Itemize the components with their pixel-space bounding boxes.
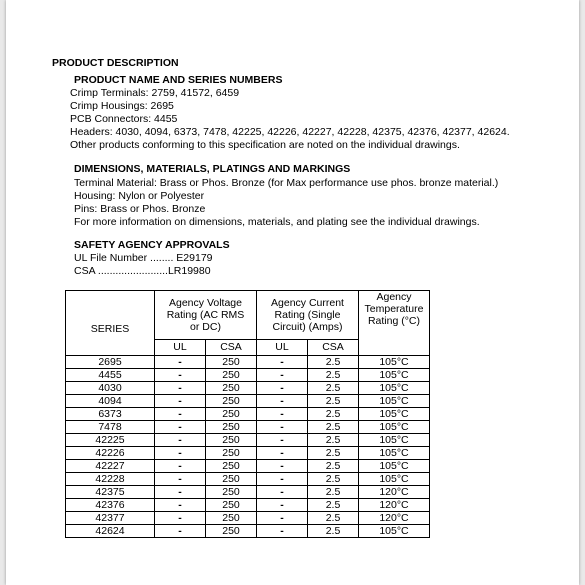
series-cell: 42624: [66, 525, 155, 538]
voltage-ul-cell: -: [155, 486, 206, 499]
current-csa-cell: 2.5: [308, 395, 359, 408]
current-ul-cell: -: [257, 473, 308, 486]
current-ul-cell: -: [257, 460, 308, 473]
dimensions-heading: DIMENSIONS, MATERIALS, PLATINGS AND MARKINGS: [74, 163, 351, 175]
voltage-csa-cell: 250: [206, 408, 257, 421]
table-row: [66, 499, 430, 512]
other-products-line: Other products conforming to this specification are noted on the individual drawings.: [70, 139, 460, 151]
current-ul-cell: -: [257, 525, 308, 538]
current-csa-cell: 2.5: [308, 447, 359, 460]
current-ul-cell: -: [257, 408, 308, 421]
voltage-ul-header: UL: [155, 339, 206, 355]
csa-line: CSA ........................LR19980: [74, 265, 211, 277]
voltage-ul-cell: -: [155, 460, 206, 473]
voltage-ul-cell: -: [155, 512, 206, 525]
ul-file-line: UL File Number ........ E29179: [74, 252, 213, 264]
voltage-csa-cell: 250: [206, 499, 257, 512]
current-csa-cell: 2.5: [308, 473, 359, 486]
table-row: [66, 447, 430, 460]
table-row: [66, 369, 430, 382]
pcb-connectors-line: PCB Connectors: 4455: [70, 113, 178, 125]
table-row: [66, 356, 430, 369]
voltage-csa-cell: 250: [206, 369, 257, 382]
voltage-csa-cell: 250: [206, 382, 257, 395]
temperature-cell: 120°C: [359, 499, 430, 512]
current-csa-cell: 2.5: [308, 434, 359, 447]
voltage-csa-cell: 250: [206, 512, 257, 525]
current-csa-cell: 2.5: [308, 382, 359, 395]
current-ul-cell: -: [257, 369, 308, 382]
current-csa-cell: 2.5: [308, 421, 359, 434]
series-cell: 2695: [66, 356, 155, 369]
series-header: SERIES: [66, 291, 155, 356]
current-ul-cell: -: [257, 434, 308, 447]
voltage-ul-cell: -: [155, 356, 206, 369]
series-cell: 42226: [66, 447, 155, 460]
temperature-cell: 120°C: [359, 486, 430, 499]
table-row: [66, 395, 430, 408]
current-csa-cell: 2.5: [308, 408, 359, 421]
temperature-header: Agency Temperature Rating (°C): [359, 291, 430, 356]
table-row: [66, 434, 430, 447]
terminal-material-line: Terminal Material: Brass or Phos. Bronze (for Max performance use phos. bronze material.): [74, 177, 499, 189]
table-row: [66, 512, 430, 525]
temperature-cell: 105°C: [359, 395, 430, 408]
voltage-csa-cell: 250: [206, 447, 257, 460]
current-ul-header: UL: [257, 339, 308, 355]
voltage-csa-cell: 250: [206, 525, 257, 538]
temperature-cell: 105°C: [359, 473, 430, 486]
voltage-csa-cell: 250: [206, 460, 257, 473]
temperature-cell: 105°C: [359, 460, 430, 473]
current-ul-cell: -: [257, 356, 308, 369]
series-cell: 6373: [66, 408, 155, 421]
series-cell: 42377: [66, 512, 155, 525]
series-cell: 42225: [66, 434, 155, 447]
current-csa-cell: 2.5: [308, 486, 359, 499]
voltage-csa-header: CSA: [206, 339, 257, 355]
table-header-row: [66, 291, 430, 340]
housing-line: Housing: Nylon or Polyester: [74, 190, 205, 202]
voltage-ul-cell: -: [155, 447, 206, 460]
pins-line: Pins: Brass or Phos. Bronze: [74, 203, 206, 215]
current-csa-cell: 2.5: [308, 525, 359, 538]
ratings-table: [65, 290, 430, 538]
current-ul-cell: -: [257, 395, 308, 408]
temperature-cell: 105°C: [359, 408, 430, 421]
temperature-cell: 105°C: [359, 356, 430, 369]
current-csa-cell: 2.5: [308, 512, 359, 525]
current-ul-cell: -: [257, 486, 308, 499]
voltage-ul-cell: -: [155, 369, 206, 382]
current-csa-cell: 2.5: [308, 369, 359, 382]
series-cell: 42228: [66, 473, 155, 486]
table-row: [66, 421, 430, 434]
voltage-csa-cell: 250: [206, 434, 257, 447]
voltage-csa-cell: 250: [206, 395, 257, 408]
temperature-cell: 105°C: [359, 382, 430, 395]
temperature-cell: 105°C: [359, 447, 430, 460]
safety-heading: SAFETY AGENCY APPROVALS: [74, 239, 230, 251]
voltage-csa-cell: 250: [206, 356, 257, 369]
current-ul-cell: -: [257, 382, 308, 395]
temperature-cell: 105°C: [359, 421, 430, 434]
current-header: Agency Current Rating (Single Circuit) (Amps): [257, 291, 359, 340]
more-info-line: For more information on dimensions, materials, and plating see the individual drawings.: [74, 216, 480, 228]
voltage-ul-cell: -: [155, 525, 206, 538]
voltage-ul-cell: -: [155, 382, 206, 395]
document-page: [6, 0, 579, 585]
series-cell: 42227: [66, 460, 155, 473]
table-row: [66, 473, 430, 486]
table-row: [66, 460, 430, 473]
current-ul-cell: -: [257, 421, 308, 434]
voltage-header: Agency Voltage Rating (AC RMS or DC): [155, 291, 257, 340]
current-ul-cell: -: [257, 512, 308, 525]
table-row: [66, 408, 430, 421]
section-title: PRODUCT DESCRIPTION: [52, 57, 179, 69]
current-ul-cell: -: [257, 447, 308, 460]
current-csa-cell: 2.5: [308, 499, 359, 512]
voltage-ul-cell: -: [155, 499, 206, 512]
headers-line: Headers: 4030, 4094, 6373, 7478, 42225, 42226, 42227, 42228, 42375, 42376, 42377, 42624.: [70, 126, 510, 138]
table-row: [66, 525, 430, 538]
voltage-ul-cell: -: [155, 395, 206, 408]
current-ul-cell: -: [257, 499, 308, 512]
voltage-ul-cell: -: [155, 434, 206, 447]
temperature-cell: 105°C: [359, 525, 430, 538]
table-row: [66, 486, 430, 499]
series-cell: 4094: [66, 395, 155, 408]
voltage-ul-cell: -: [155, 421, 206, 434]
series-cell: 42376: [66, 499, 155, 512]
current-csa-cell: 2.5: [308, 356, 359, 369]
series-cell: 7478: [66, 421, 155, 434]
voltage-csa-cell: 250: [206, 486, 257, 499]
crimp-terminals-line: Crimp Terminals: 2759, 41572, 6459: [70, 87, 240, 99]
name-series-heading: PRODUCT NAME AND SERIES NUMBERS: [74, 74, 283, 86]
current-csa-header: CSA: [308, 339, 359, 355]
temperature-cell: 105°C: [359, 369, 430, 382]
voltage-ul-cell: -: [155, 408, 206, 421]
voltage-csa-cell: 250: [206, 473, 257, 486]
voltage-csa-cell: 250: [206, 421, 257, 434]
temperature-cell: 120°C: [359, 512, 430, 525]
crimp-housings-line: Crimp Housings: 2695: [70, 100, 174, 112]
temperature-cell: 105°C: [359, 434, 430, 447]
voltage-ul-cell: -: [155, 473, 206, 486]
series-cell: 4030: [66, 382, 155, 395]
current-csa-cell: 2.5: [308, 460, 359, 473]
table-row: [66, 382, 430, 395]
series-cell: 42375: [66, 486, 155, 499]
series-cell: 4455: [66, 369, 155, 382]
